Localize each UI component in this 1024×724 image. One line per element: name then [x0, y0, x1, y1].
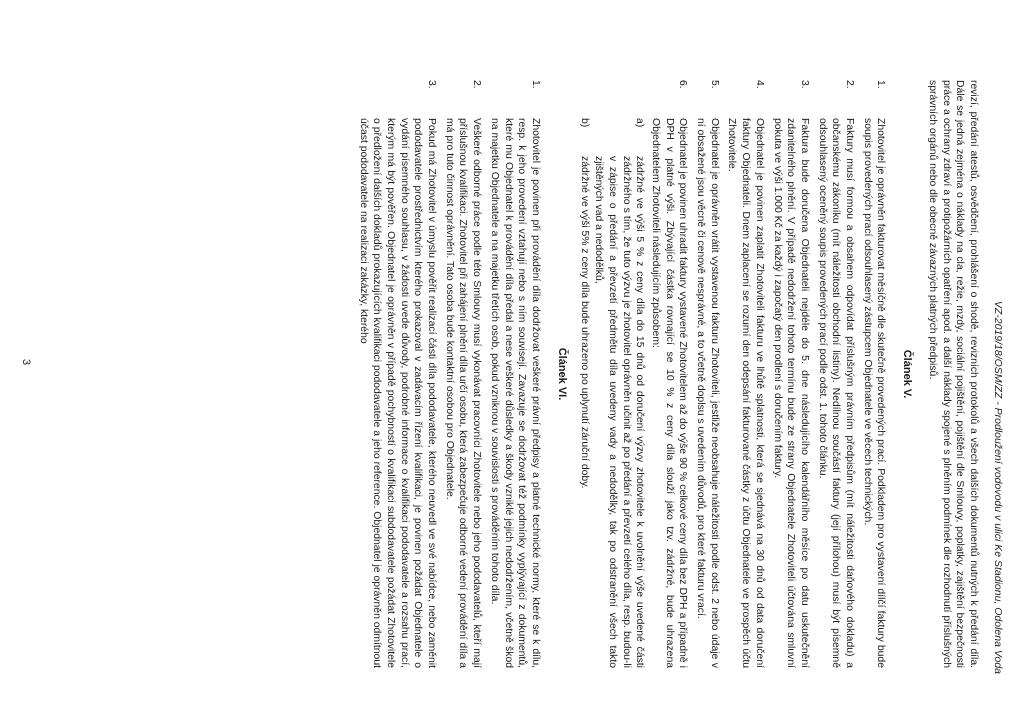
document-body — [352, 80, 980, 668]
list-item — [693, 80, 720, 668]
item-text: Faktura bude doručena Objednateli nejdéle do 5. dne následujícího kalendářního měsíce po datu uskutečnění zdanitelného plnění. V případě nedodržení tohoto termínu bude ze strany Objednatele Zhotoviteli účtována smluvní pokuta ve výši 1.000 Kč za každý i započatý den prodlení s doručením faktury. — [771, 118, 810, 668]
item-number: 6. — [677, 80, 689, 89]
item-number: 2. — [844, 80, 856, 89]
item-text: Objednatel je povinen zaplatit Zhotoviteli fakturu ve lhůtě splatnosti, která se sjednává na 30 dnů od data doručení faktury Objednateli. Dnem zaplacení se rozumí den odepsání fakturované částky z účtu Objednatele ve prospěch účtu Zhotovitele. — [726, 118, 765, 668]
item-number: 4. — [753, 80, 765, 89]
article-6-list — [356, 80, 542, 668]
item-text: Zhotovitel je povinen při provádění díla dodržovat veškeré právní předpisy a platné technické normy, které se k dílu, resp. k jeho provedení vztahují nebo s ním souvisejí. Zavazuje se dodržovat též podmínky vyplývající z dokumentů, které mu Objednatel k provádění díla předal a nese veškeré důsledky a škody vzniklé jejich nedodržením, včetně škod na majetku Objednatele a na majetku třetích osob, pokud vzniknou v souvislosti s prováděním tohoto díla. — [488, 118, 542, 668]
item-number: 2. — [471, 80, 483, 89]
document-header: VZ-2019/18/OSM/ZZ - Prodloužení vodovodu v ulici Ke Stadionu, Odolena Voda — [992, 300, 1004, 674]
item-text: Faktury musí formou a obsahem odpovídat příslušným právním předpisům (mít náležitosti daňového dokladu) a občanskému zákoníku (mít náležitosti obchodní listiny). Nedílnou součástí faktury (její přílohou) musí být písemně odsouhlasený oceněný soupis provedených prací podle odst. 1. tohoto článku. — [816, 118, 856, 668]
item-text: Zhotovitel je oprávněn fakturovat měsíčně dle skutečně provedených prací. Podkladem pro vystavení dílčí faktury bude soupis provedených prací odsouhlasený zástupcem Objednatele ve věcech technických. — [861, 118, 887, 668]
item-number: 3. — [426, 80, 438, 89]
item-number: 1. — [530, 80, 542, 89]
list-item — [487, 80, 542, 668]
list-item — [442, 80, 483, 668]
sub-item-text: zádržné ve výši 5% z ceny díla bude uhrazeno po uplynutí záruční doby. — [579, 156, 591, 489]
article-6-title: Článek VI. — [555, 347, 568, 401]
list-item — [356, 80, 438, 668]
page-number: 3 — [20, 358, 32, 366]
item-text: Pokud má Zhotovitel v úmyslu pověřit realizací části díla pododavatele, kterého neuvedl ve své nabídce, nebo zaměnit pododavatele prostřednictvím kterého prokazoval v zadávacím řízení kvalifikaci, je povinen požádat Objednatele o vydání písemného souhlasu, v žádosti uvede důvody, podrobné informace o kvalifikaci pododavatele a rozsahu prací, kterým má být pověřen. Objednatel je oprávněn v případě pochybností o kvalifikaci subdodavatele požádat Zhotovitele o předložení dalších dokladů prokazujících kvalifikaci pododavatele a jeho reference. Objednatel je oprávněn odmítnout účast pododavatele na realizaci zakázky, kterého — [357, 118, 438, 668]
list-item — [725, 80, 766, 668]
list-item — [770, 80, 811, 668]
item-text: Objednatel je oprávněn vrátit vystavenou fakturu Zhotoviteli, jestliže neobsahuje náležitosti podle odst. 2 nebo údaje v ní obsažené jsou věcně či cenově nesprávné, a to včetně doplsu s uvedením důvodů, pro které fakturu vrací. — [695, 118, 720, 668]
sub-list — [578, 118, 647, 668]
list-item — [860, 80, 887, 668]
intro-paragraph: revizí, předání atestů, osvědčení, prohlášení o shodě, revizních protokolů a všech dalších dokumentů nutných k předání díla. Dále se jedná zejména o náklady na cla, režie, mzdy, sociální pojištění, pojištění dle Smlouvy, poplatky, zajištění bezpečnosti práce a ochrany zdraví a protipožárních opatření apod. a další náklady spojené s plněním podmínek dle rozhodnutí příslušných správních orgánů nebo dle obecně závazných platných předpisů. — [926, 80, 979, 668]
article-5-title: Článek V. — [901, 349, 914, 399]
sub-list-item — [578, 118, 592, 668]
item-text: Veškeré odborné práce podle této Smlouvy musí vykonávat pracovníci Zhotovitele nebo jeho pododavatelů, kteří mají příslušnou kvalifikaci. Zhotovitel při zahájení plnění díla určí osobu, která zabezpečuje odborné vedení provádění díla a má pro tuto činnost oprávnění. Tato osoba bude kontaktní osobou pro Objednatele. — [443, 118, 483, 668]
sub-item-letter: b) — [579, 118, 591, 128]
sub-list-item — [591, 118, 646, 668]
list-item — [815, 80, 856, 668]
list-item — [578, 80, 690, 668]
item-number: 5. — [708, 80, 720, 89]
sub-item-text: zádržné ve výši 5 % z ceny díla do 15 dnů od doručení výzvy zhotovitele k uvolnění výše uvedené části zádržného s tím, že tuto výzvu je zhotovitel oprávněn učinit až po předání a převzetí celého díla, resp. budou-li v zápise o předání a převzetí předmětu díla uvedeny vady a nedodělky, tak po odstranění všech takto zjištěných vad a nedodělků, — [593, 156, 646, 668]
item-number: 3. — [798, 80, 810, 89]
item-text: Objednatel je povinen uhradit faktury vystavené Zhotovitelem až do výše 90 % celkové ceny díla bez DPH a případně i DPH v platné výši. Zbývající částka rovnající se 10 % z ceny díla slouží jako tzv. zádržné, bude uhrazena Objednatelem Zhotoviteli následujícím způsobem: — [649, 118, 689, 668]
item-number: 1. — [875, 80, 887, 89]
article-5-list — [578, 80, 888, 668]
sub-item-letter: a) — [634, 118, 646, 128]
